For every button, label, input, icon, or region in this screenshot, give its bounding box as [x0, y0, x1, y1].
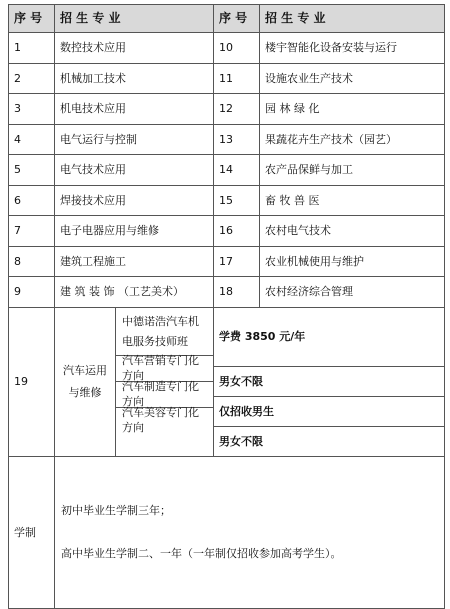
auto-direction-list: [116, 308, 213, 456]
table-row: [9, 94, 445, 125]
row-no-left: 6: [9, 185, 55, 216]
row-major-left: 机电技术应用: [55, 94, 214, 125]
row-no-right: 11: [214, 63, 260, 94]
row-no-right: 12: [214, 94, 260, 125]
header-no-left: 序 号: [9, 5, 55, 33]
row-major-right: 设施农业生产技术: [260, 63, 445, 94]
row-no-left: 2: [9, 63, 55, 94]
row-major-right: 农产品保鲜与加工: [260, 155, 445, 186]
row-no-left: 3: [9, 94, 55, 125]
row-major-right: 楼宇智能化设备安装与运行: [260, 33, 445, 64]
row-no-right: 18: [214, 277, 260, 308]
table-row: [9, 63, 445, 94]
row-no-right: 17: [214, 246, 260, 277]
auto-major-block: [55, 307, 214, 456]
row-major-right: 园 林 绿 化: [260, 94, 445, 125]
row-major-left: 建 筑 装 饰 （工艺美术）: [55, 277, 214, 308]
table-header-row: [9, 5, 445, 33]
row-no-left: 8: [9, 246, 55, 277]
row-no-left: 4: [9, 124, 55, 155]
xuezhi-label: 学制: [9, 456, 55, 608]
row-major-left: 机械加工技术: [55, 63, 214, 94]
xuezhi-row: [9, 456, 445, 608]
row-no-right: 10: [214, 33, 260, 64]
direction-note: 仅招收男生: [214, 396, 445, 426]
row-no-left: 7: [9, 216, 55, 247]
direction-note: 男女不限: [214, 426, 445, 456]
direction-name: 汽车美容专门化方向: [122, 406, 199, 434]
row-major-left: 电子电器应用与维修: [55, 216, 214, 247]
direction-note: 学费 3850 元/年: [214, 307, 445, 367]
row-major-left: 电气技术应用: [55, 155, 214, 186]
table-row: [9, 246, 445, 277]
xuezhi-line-1: 初中毕业生学制三年；: [61, 504, 171, 517]
table-row: [9, 155, 445, 186]
table-row: [9, 185, 445, 216]
row-major-left: 焊接技术应用: [55, 185, 214, 216]
row-no-right: 16: [214, 216, 260, 247]
row-major-right: 农村经济综合管理: [260, 277, 445, 308]
xuezhi-line-2: 高中毕业生学制二、一年（一年制仅招收参加高考学生）。: [61, 547, 342, 560]
table-row: [9, 277, 445, 308]
header-no-right: 序 号: [214, 5, 260, 33]
direction-name: 中德诺浩汽车机电服务技师班: [116, 308, 213, 356]
header-major-left: 招 生 专 业: [55, 5, 214, 33]
xuezhi-content: [55, 456, 445, 608]
enrollment-table: [8, 4, 445, 609]
direction-note: 男女不限: [214, 367, 445, 397]
auto-major-name: 汽车运用与维修: [55, 308, 116, 456]
direction-name: 汽车营销专门化方向: [116, 356, 213, 382]
direction-name: 汽车制造专门化方向: [116, 382, 213, 408]
table-row: [9, 33, 445, 64]
table-row: [9, 124, 445, 155]
row-major-left: 建筑工程施工: [55, 246, 214, 277]
row-major-right: 畜 牧 兽 医: [260, 185, 445, 216]
row-major-left: 数控技术应用: [55, 33, 214, 64]
header-major-right: 招 生 专 业: [260, 5, 445, 33]
table-row: [9, 216, 445, 247]
auto-row: [9, 307, 445, 367]
row-no-left: 1: [9, 33, 55, 64]
row-no-right: 15: [214, 185, 260, 216]
row-major-right: 农业机械使用与维护: [260, 246, 445, 277]
row-no-right: 14: [214, 155, 260, 186]
row-major-right: 果蔬花卉生产技术（园艺）: [260, 124, 445, 155]
row-major-left: 电气运行与控制: [55, 124, 214, 155]
row-no-right: 13: [214, 124, 260, 155]
row-no-left: 5: [9, 155, 55, 186]
row-no-left: 9: [9, 277, 55, 308]
auto-no: 19: [9, 307, 55, 456]
row-major-right: 农村电气技术: [260, 216, 445, 247]
